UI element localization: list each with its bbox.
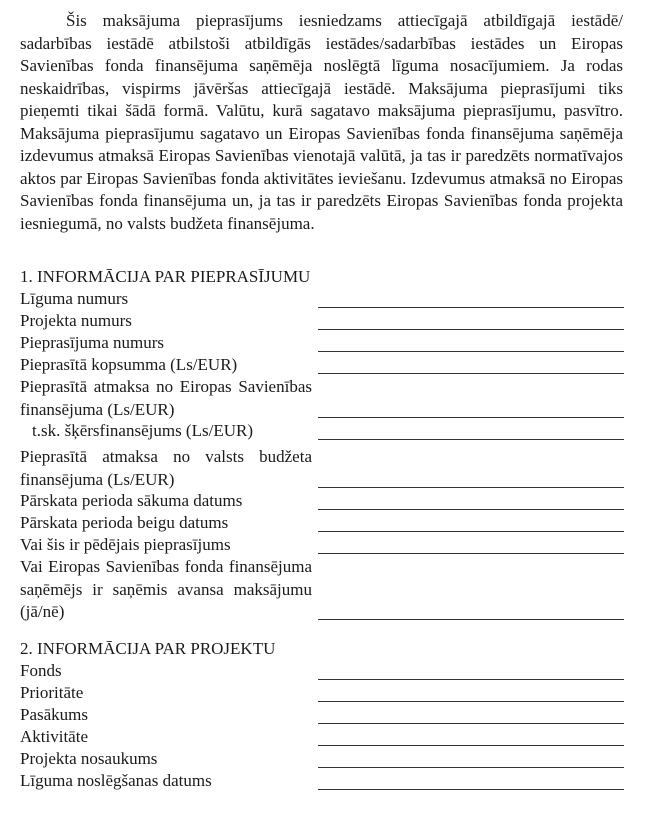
input-line[interactable] xyxy=(318,553,624,554)
field-label: Pasākums xyxy=(20,705,88,724)
input-line[interactable] xyxy=(318,307,624,308)
field-label: Pieprasītā atmaksa no Eiropas Savienības finansējuma (Ls/EUR) xyxy=(20,377,312,419)
input-line[interactable] xyxy=(318,701,624,702)
intro-paragraph: Šis maksājuma pieprasījums iesniedzams attiecīgajā atbildīgajā iestādē/ sadarbības iestādē atbilstoši atbildīgās iestādes/sadarbības iestādes un Eiropas Savienības fonda finansējuma saņēmēja noslēgtā līguma nosacījumiem. Ja rodas neskaidrības, vispirms jāvēršas attiecīgajā iestādē. Maksājuma pieprasījumi tiks pieņemti tikai šādā formā. Valūtu, kurā sagatavo maksājuma pieprasījumu, pasvītro. Maksājuma pieprasījumu sagatavo un Eiropas Savienības fonda finansējuma saņēmēja izdevumus atmaksā Eiropas Savienības vienotajā valūtā, ja tas ir paredzēts normatīvajos aktos par Eiropas Savienības fonda aktivitātes ieviešanu. Izdevumus atmaksā no Eiropas Savienības fonda finansējuma un, ja tas ir paredzēts Eiropas Savienības fonda projekta iesniegumā, no valsts budžeta finansējuma. xyxy=(20,11,623,233)
input-line[interactable] xyxy=(318,373,624,374)
field-label: t.sk. šķērsfinansējums (Ls/EUR) xyxy=(32,421,253,440)
section-2-title: 2. INFORMĀCIJA PAR PROJEKTU xyxy=(20,639,276,658)
field-label: Pārskata perioda sākuma datums xyxy=(20,491,243,510)
field-label: Vai šis ir pēdējais pieprasījums xyxy=(20,535,231,554)
field-label: Pieprasītā atmaksa no valsts budžeta finansējuma (Ls/EUR) xyxy=(20,447,312,489)
input-line[interactable] xyxy=(318,509,624,510)
input-line[interactable] xyxy=(318,619,624,620)
field-label: Projekta nosaukums xyxy=(20,749,158,768)
field-label: Vai Eiropas Savienības fonda finansējuma saņēmējs ir saņēmis avansa maksājumu (jā/nē) xyxy=(20,557,312,621)
input-line[interactable] xyxy=(318,679,624,680)
field-label: Aktivitāte xyxy=(20,727,88,746)
field-label: Pārskata perioda beigu datums xyxy=(20,513,229,532)
field-label: Pieprasītā kopsumma (Ls/EUR) xyxy=(20,355,238,374)
input-line[interactable] xyxy=(318,723,624,724)
section-1-title: 1. INFORMĀCIJA PAR PIEPRASĪJUMU xyxy=(20,267,311,286)
input-line[interactable] xyxy=(318,329,624,330)
input-line[interactable] xyxy=(318,531,624,532)
input-line[interactable] xyxy=(318,351,624,352)
input-line[interactable] xyxy=(318,439,624,440)
input-line[interactable] xyxy=(318,745,624,746)
input-line[interactable] xyxy=(318,789,624,790)
field-label: Prioritāte xyxy=(20,683,84,702)
field-label: Projekta numurs xyxy=(20,311,132,330)
input-line[interactable] xyxy=(318,767,624,768)
field-label: Fonds xyxy=(20,661,62,680)
input-line[interactable] xyxy=(318,417,624,418)
field-label: Līguma numurs xyxy=(20,289,129,308)
field-label: Pieprasījuma numurs xyxy=(20,333,165,352)
field-label: Līguma noslēgšanas datums xyxy=(20,771,212,790)
input-line[interactable] xyxy=(318,487,624,488)
